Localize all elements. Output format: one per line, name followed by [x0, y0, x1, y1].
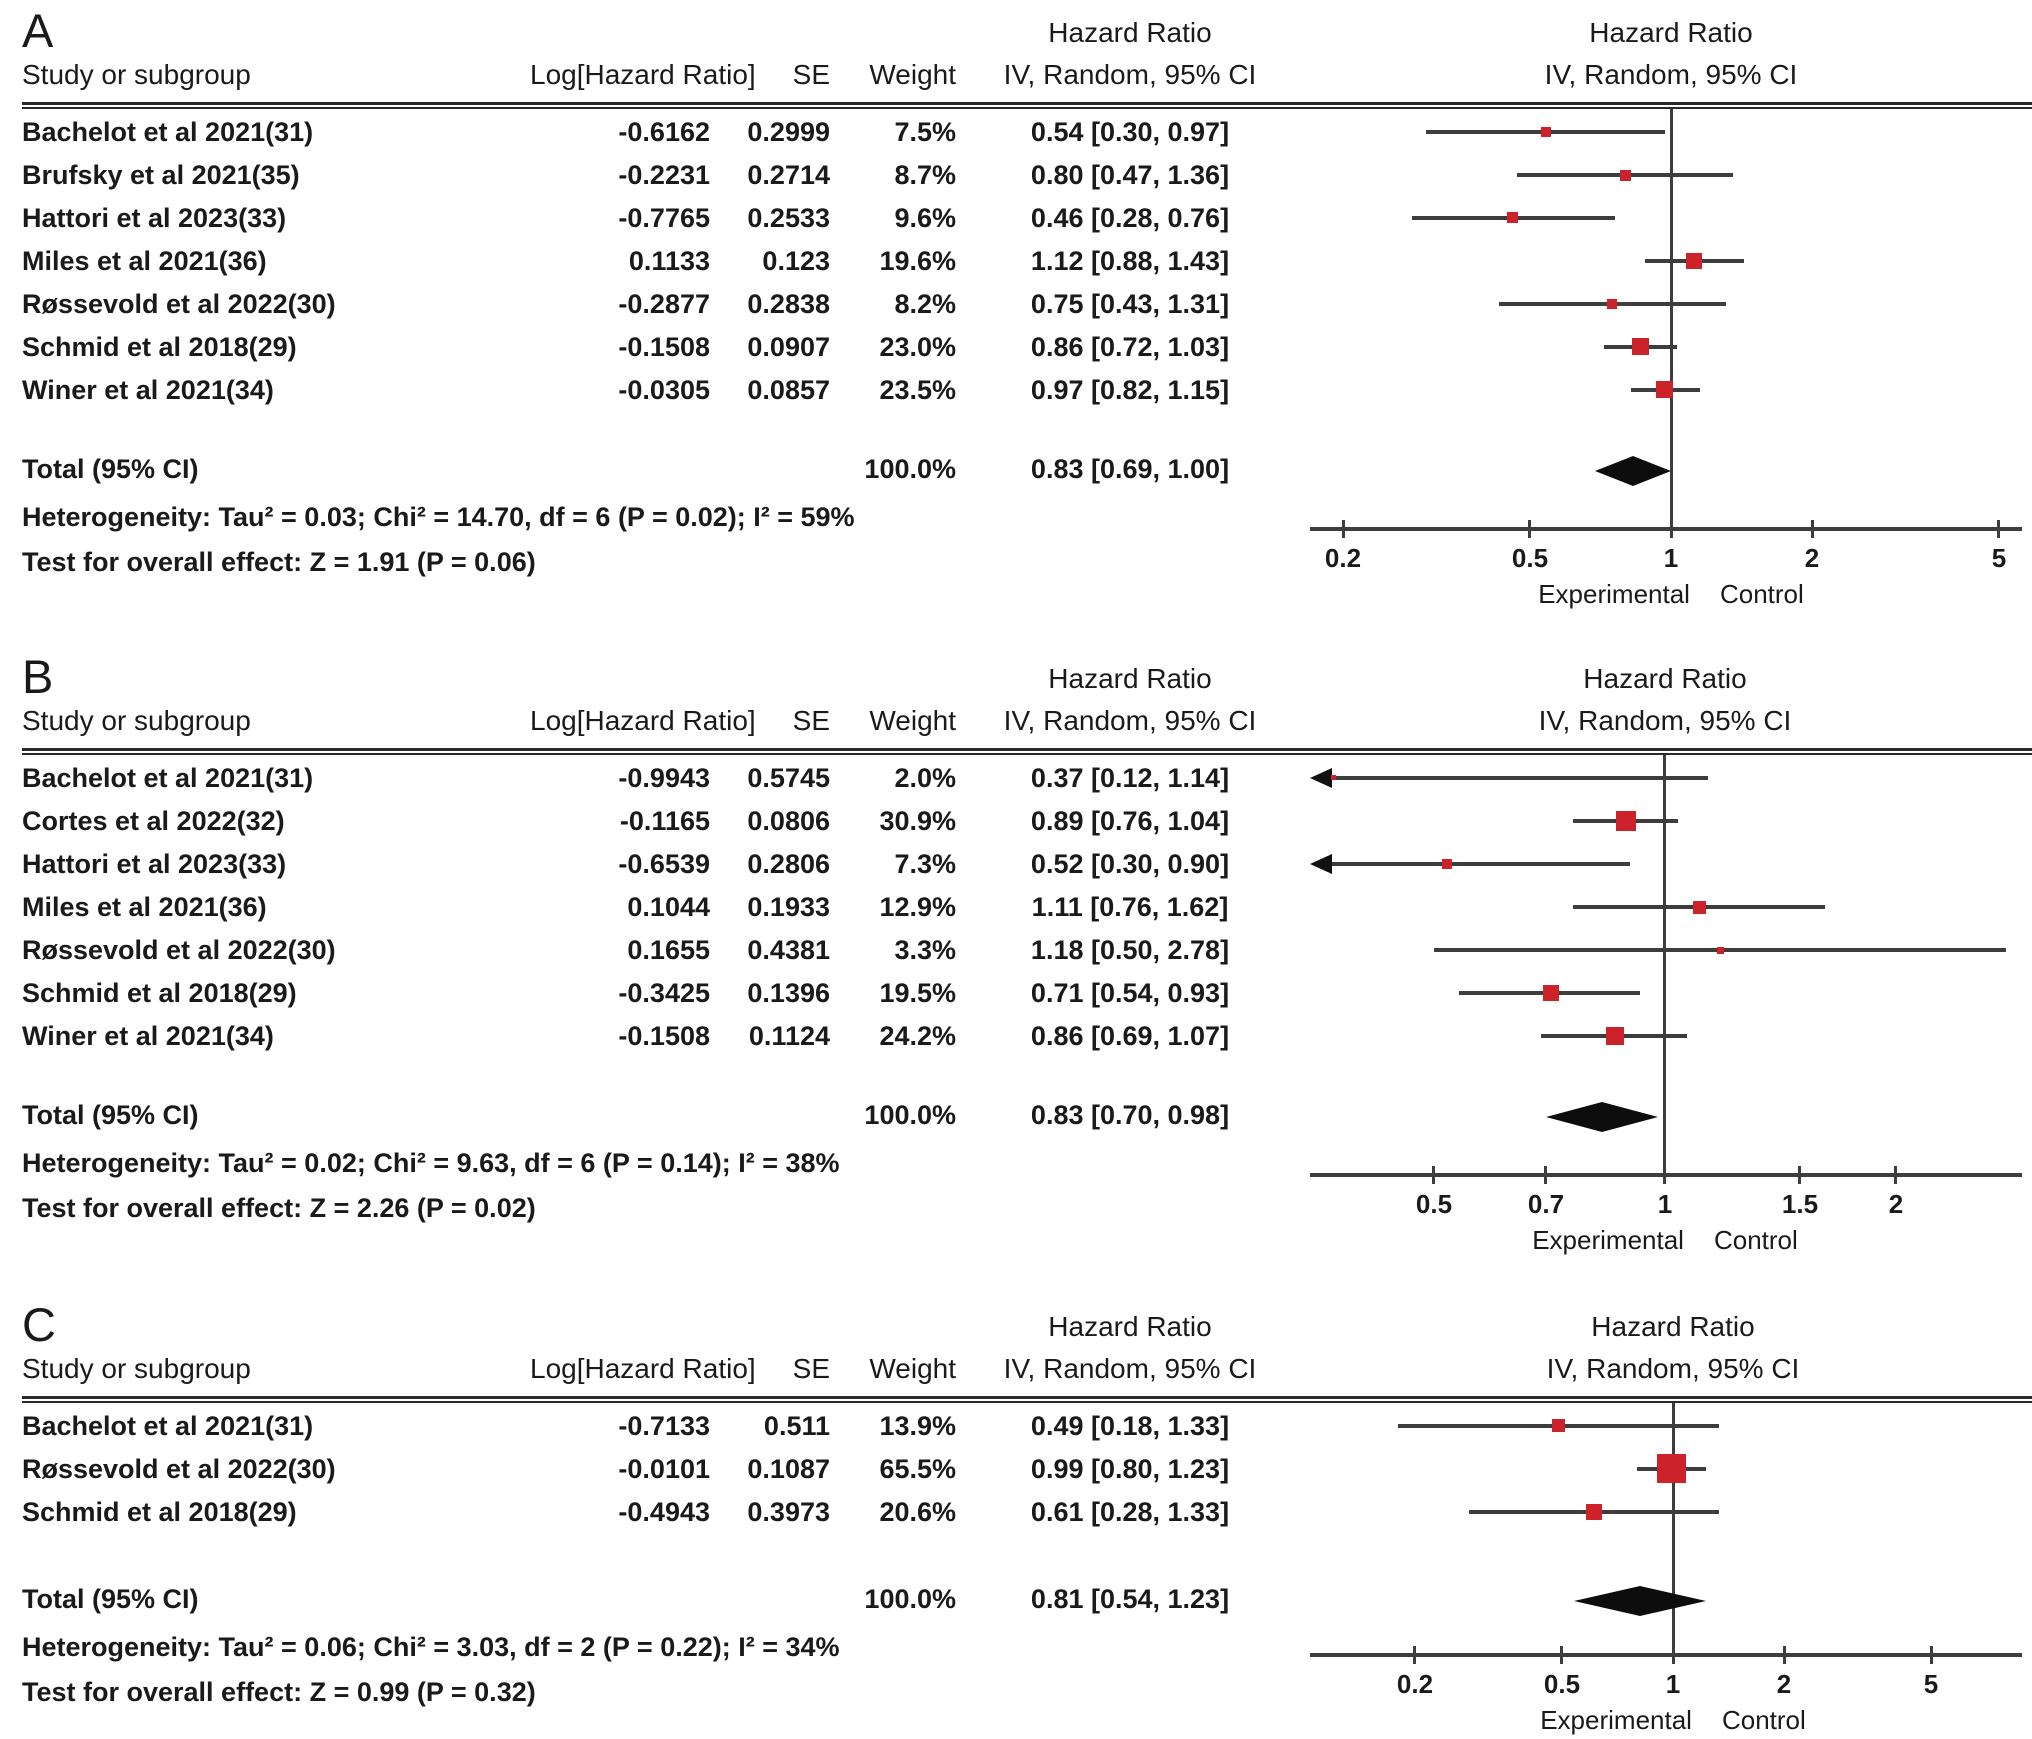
total-label: Total (95% CI)	[22, 1584, 199, 1614]
ci-text: 1.11 [0.76, 1.62]	[1031, 892, 1229, 922]
column-header-se: SE	[792, 59, 830, 90]
plot-column-header: IV, Random, 95% CI	[1546, 1353, 1800, 1384]
study-name: Hattori et al 2023(33)	[22, 203, 287, 233]
panel-label: B	[22, 650, 54, 703]
axis-tick-label: 2	[1888, 1189, 1904, 1219]
axis-tick	[1798, 1166, 1801, 1184]
ci-text: 0.80 [0.47, 1.36]	[1030, 160, 1230, 190]
loghr-value: -0.7765	[618, 203, 710, 233]
left-arrow-icon	[1310, 768, 1332, 788]
effect-marker	[1620, 170, 1631, 181]
panel-c	[0, 1300, 2032, 1739]
axis-label-experimental: Experimental	[1540, 1705, 1692, 1735]
ci-text: 1.12 [0.88, 1.43]	[1030, 246, 1230, 276]
panel-label: C	[22, 1298, 56, 1351]
axis-tick	[1544, 1166, 1547, 1184]
se-value: 0.1396	[747, 978, 830, 1008]
effect-marker	[1541, 127, 1551, 137]
se-value: 0.0806	[747, 806, 830, 836]
total-label: Total (95% CI)	[22, 454, 199, 484]
axis-tick	[1930, 1646, 1933, 1664]
weight-value: 19.5%	[879, 978, 956, 1008]
axis-tick-label: 2	[1804, 543, 1820, 573]
study-name: Bachelot et al 2021(31)	[22, 1411, 314, 1441]
weight-value: 23.5%	[879, 375, 956, 405]
total-weight: 100.0%	[864, 1584, 956, 1614]
axis-label-experimental: Experimental	[1538, 579, 1690, 609]
axis-line	[1310, 1653, 2022, 1657]
ci-text: 0.52 [0.30, 0.90]	[1030, 849, 1230, 879]
ci-text: 0.46 [0.28, 0.76]	[1030, 203, 1230, 233]
axis-tick-label: 0.2	[1396, 1669, 1434, 1699]
column-header-ci: IV, Random, 95% CI	[1003, 59, 1257, 90]
left-arrow-icon	[1310, 854, 1332, 874]
plot-column-header: IV, Random, 95% CI	[1544, 59, 1798, 90]
se-value: 0.1124	[748, 1021, 830, 1051]
weight-value: 7.5%	[894, 117, 956, 147]
axis-tick	[1894, 1166, 1897, 1184]
effect-marker	[1606, 1027, 1624, 1045]
study-name: Brufsky et al 2021(35)	[22, 160, 300, 190]
panel-b	[0, 652, 2032, 1298]
weight-value: 24.2%	[879, 1021, 956, 1051]
axis-tick-label: 1	[1657, 1189, 1673, 1219]
axis-tick	[1432, 1166, 1435, 1184]
overall-effect-text: Test for overall effect: Z = 0.99 (P = 0.32)	[22, 1677, 536, 1707]
loghr-value: -0.1508	[618, 332, 710, 362]
effect-marker	[1507, 212, 1518, 223]
axis-tick-label: 1.5	[1781, 1189, 1819, 1219]
se-value: 0.5745	[747, 763, 830, 793]
study-name: Schmid et al 2018(29)	[22, 1497, 297, 1527]
effect-marker	[1331, 775, 1336, 780]
column-header-weight: Weight	[869, 59, 956, 90]
weight-value: 65.5%	[879, 1454, 956, 1484]
axis-tick	[1528, 520, 1531, 538]
total-weight: 100.0%	[864, 454, 956, 484]
axis-label-experimental: Experimental	[1532, 1225, 1684, 1255]
study-name: Miles et al 2021(36)	[22, 892, 267, 922]
heterogeneity-text: Heterogeneity: Tau² = 0.03; Chi² = 14.70, df = 6 (P = 0.02); I² = 59%	[22, 502, 855, 532]
weight-value: 20.6%	[879, 1497, 956, 1527]
column-header-se: SE	[792, 705, 830, 736]
se-value: 0.511	[763, 1411, 830, 1441]
column-header-ci: IV, Random, 95% CI	[1003, 705, 1257, 736]
se-value: 0.1087	[747, 1454, 830, 1484]
ci-text: 0.86 [0.72, 1.03]	[1030, 332, 1230, 362]
se-value: 0.123	[762, 246, 830, 276]
axis-tick-label: 1	[1663, 543, 1679, 573]
study-name: Winer et al 2021(34)	[22, 1021, 274, 1051]
effect-marker	[1717, 947, 1724, 954]
ci-text: 0.54 [0.30, 0.97]	[1030, 117, 1230, 147]
ci-text: 0.86 [0.69, 1.07]	[1030, 1021, 1230, 1051]
weight-value: 30.9%	[879, 806, 956, 836]
effect-marker	[1656, 381, 1673, 398]
ci-text: 0.61 [0.28, 1.33]	[1030, 1497, 1230, 1527]
effect-marker	[1657, 1454, 1686, 1483]
column-header-loghr: Log[Hazard Ratio]	[530, 705, 756, 736]
column-header-study: Study or subgroup	[22, 705, 251, 736]
plot-column-header: IV, Random, 95% CI	[1538, 705, 1792, 736]
study-name: Cortes et al 2022(32)	[22, 806, 285, 836]
study-name: Winer et al 2021(34)	[22, 375, 274, 405]
total-diamond	[1595, 456, 1671, 486]
axis-tick-label: 2	[1776, 1669, 1792, 1699]
weight-value: 9.6%	[894, 203, 956, 233]
ci-text: 0.99 [0.80, 1.23]	[1030, 1454, 1230, 1484]
column-header-study: Study or subgroup	[22, 1353, 251, 1384]
hazard-ratio-title-text: Hazard Ratio	[1048, 663, 1212, 694]
weight-value: 23.0%	[879, 332, 956, 362]
total-diamond	[1546, 1102, 1658, 1132]
total-label: Total (95% CI)	[22, 1100, 199, 1130]
axis-tick	[1663, 1166, 1666, 1184]
overall-effect-text: Test for overall effect: Z = 1.91 (P = 0.06)	[22, 547, 536, 577]
axis-tick	[1672, 1646, 1675, 1664]
ci-text: 0.97 [0.82, 1.15]	[1030, 375, 1230, 405]
study-name: Røssevold et al 2022(30)	[22, 935, 336, 965]
effect-marker	[1686, 253, 1702, 269]
loghr-value: 0.1133	[628, 246, 710, 276]
ci-text: 1.18 [0.50, 2.78]	[1030, 935, 1230, 965]
loghr-value: -0.6162	[618, 117, 710, 147]
weight-value: 12.9%	[879, 892, 956, 922]
header-rule	[22, 1396, 2032, 1403]
total-weight: 100.0%	[864, 1100, 956, 1130]
axis-tick	[1670, 520, 1673, 538]
loghr-value: -0.7133	[618, 1411, 710, 1441]
loghr-value: -0.9943	[618, 763, 710, 793]
axis-tick-label: 0.5	[1415, 1189, 1453, 1219]
hazard-ratio-title-plot: Hazard Ratio	[1583, 663, 1747, 694]
study-name: Bachelot et al 2021(31)	[22, 117, 314, 147]
se-value: 0.3973	[747, 1497, 830, 1527]
study-name: Hattori et al 2023(33)	[22, 849, 287, 879]
ci-line	[1328, 776, 1708, 780]
overall-effect-text: Test for overall effect: Z = 2.26 (P = 0.02)	[22, 1193, 536, 1223]
ci-text: 0.37 [0.12, 1.14]	[1030, 763, 1230, 793]
hazard-ratio-title-plot: Hazard Ratio	[1591, 1311, 1755, 1342]
se-value: 0.2714	[747, 160, 830, 190]
se-value: 0.1933	[747, 892, 830, 922]
loghr-value: 0.1044	[627, 892, 710, 922]
se-value: 0.2999	[747, 117, 830, 147]
reference-line	[1672, 1403, 1675, 1661]
weight-value: 13.9%	[879, 1411, 956, 1441]
loghr-value: -0.0305	[618, 375, 710, 405]
axis-label-control: Control	[1713, 1225, 1798, 1255]
ci-line	[1328, 862, 1630, 866]
weight-value: 19.6%	[879, 246, 956, 276]
hazard-ratio-title-text: Hazard Ratio	[1048, 17, 1212, 48]
weight-value: 7.3%	[894, 849, 956, 879]
loghr-value: -0.3425	[618, 978, 710, 1008]
hazard-ratio-title-text: Hazard Ratio	[1048, 1311, 1212, 1342]
loghr-value: -0.2877	[618, 289, 710, 319]
ci-text: 0.89 [0.76, 1.04]	[1030, 806, 1230, 836]
axis-tick	[1811, 520, 1814, 538]
weight-value: 2.0%	[894, 763, 956, 793]
weight-value: 8.7%	[894, 160, 956, 190]
heterogeneity-text: Heterogeneity: Tau² = 0.02; Chi² = 9.63, df = 6 (P = 0.14); I² = 38%	[22, 1148, 840, 1178]
se-value: 0.0857	[747, 375, 830, 405]
total-ci-text: 0.83 [0.69, 1.00]	[1030, 454, 1230, 484]
effect-marker	[1616, 811, 1636, 831]
study-name: Schmid et al 2018(29)	[22, 332, 297, 362]
ci-text: 0.71 [0.54, 0.93]	[1030, 978, 1230, 1008]
axis-line	[1310, 527, 2022, 531]
study-name: Schmid et al 2018(29)	[22, 978, 297, 1008]
total-diamond	[1574, 1586, 1706, 1616]
heterogeneity-text: Heterogeneity: Tau² = 0.06; Chi² = 3.03, df = 2 (P = 0.22); I² = 34%	[22, 1632, 840, 1662]
loghr-value: -0.1508	[618, 1021, 710, 1051]
axis-tick	[1997, 520, 2000, 538]
axis-group-labels	[1391, 579, 1951, 610]
axis-tick-label: 0.2	[1324, 543, 1362, 573]
se-value: 0.0907	[747, 332, 830, 362]
axis-label-control: Control	[1721, 1705, 1806, 1735]
effect-marker	[1543, 985, 1559, 1001]
column-header-se: SE	[792, 1353, 830, 1384]
total-ci-text: 0.83 [0.70, 0.98]	[1030, 1100, 1230, 1130]
axis-tick-label: 0.5	[1511, 543, 1549, 573]
total-ci-text: 0.81 [0.54, 1.23]	[1030, 1584, 1230, 1614]
panel-a	[0, 6, 2032, 652]
study-name: Røssevold et al 2022(30)	[22, 1454, 336, 1484]
weight-value: 8.2%	[894, 289, 956, 319]
axis-tick	[1560, 1646, 1563, 1664]
column-header-weight: Weight	[869, 705, 956, 736]
column-header-ci: IV, Random, 95% CI	[1003, 1353, 1257, 1384]
loghr-value: -0.1165	[619, 806, 710, 836]
loghr-value: 0.1655	[627, 935, 710, 965]
axis-tick	[1342, 520, 1345, 538]
column-header-weight: Weight	[869, 1353, 956, 1384]
effect-marker	[1552, 1419, 1565, 1432]
ci-text: 0.49 [0.18, 1.33]	[1030, 1411, 1230, 1441]
study-name: Miles et al 2021(36)	[22, 246, 267, 276]
study-name: Bachelot et al 2021(31)	[22, 763, 314, 793]
column-header-loghr: Log[Hazard Ratio]	[530, 59, 756, 90]
axis-tick-label: 0.5	[1543, 1669, 1581, 1699]
se-value: 0.2533	[747, 203, 830, 233]
column-header-study: Study or subgroup	[22, 59, 251, 90]
se-value: 0.2806	[747, 849, 830, 879]
ci-text: 0.75 [0.43, 1.31]	[1030, 289, 1230, 319]
loghr-value: -0.2231	[618, 160, 710, 190]
axis-group-labels	[1385, 1225, 1945, 1256]
axis-tick-label: 0.7	[1527, 1189, 1565, 1219]
column-header-loghr: Log[Hazard Ratio]	[530, 1353, 756, 1384]
loghr-value: -0.0101	[618, 1454, 710, 1484]
effect-marker	[1632, 338, 1649, 355]
se-value: 0.2838	[747, 289, 830, 319]
axis-tick-label: 5	[1923, 1669, 1939, 1699]
axis-tick	[1413, 1646, 1416, 1664]
se-value: 0.4381	[747, 935, 830, 965]
panel-label: A	[22, 4, 54, 57]
axis-tick	[1783, 1646, 1786, 1664]
axis-label-control: Control	[1719, 579, 1804, 609]
loghr-value: -0.6539	[618, 849, 710, 879]
axis-tick-label: 5	[1991, 543, 2007, 573]
header-rule	[22, 102, 2032, 109]
effect-marker	[1442, 859, 1452, 869]
axis-tick-label: 1	[1665, 1669, 1681, 1699]
weight-value: 3.3%	[894, 935, 956, 965]
axis-line	[1310, 1173, 2022, 1177]
header-rule	[22, 748, 2032, 755]
hazard-ratio-title-plot: Hazard Ratio	[1589, 17, 1753, 48]
effect-marker	[1607, 299, 1617, 309]
loghr-value: -0.4943	[618, 1497, 710, 1527]
axis-group-labels	[1393, 1705, 1953, 1736]
study-name: Røssevold et al 2022(30)	[22, 289, 336, 319]
effect-marker	[1693, 901, 1706, 914]
effect-marker	[1586, 1504, 1602, 1520]
